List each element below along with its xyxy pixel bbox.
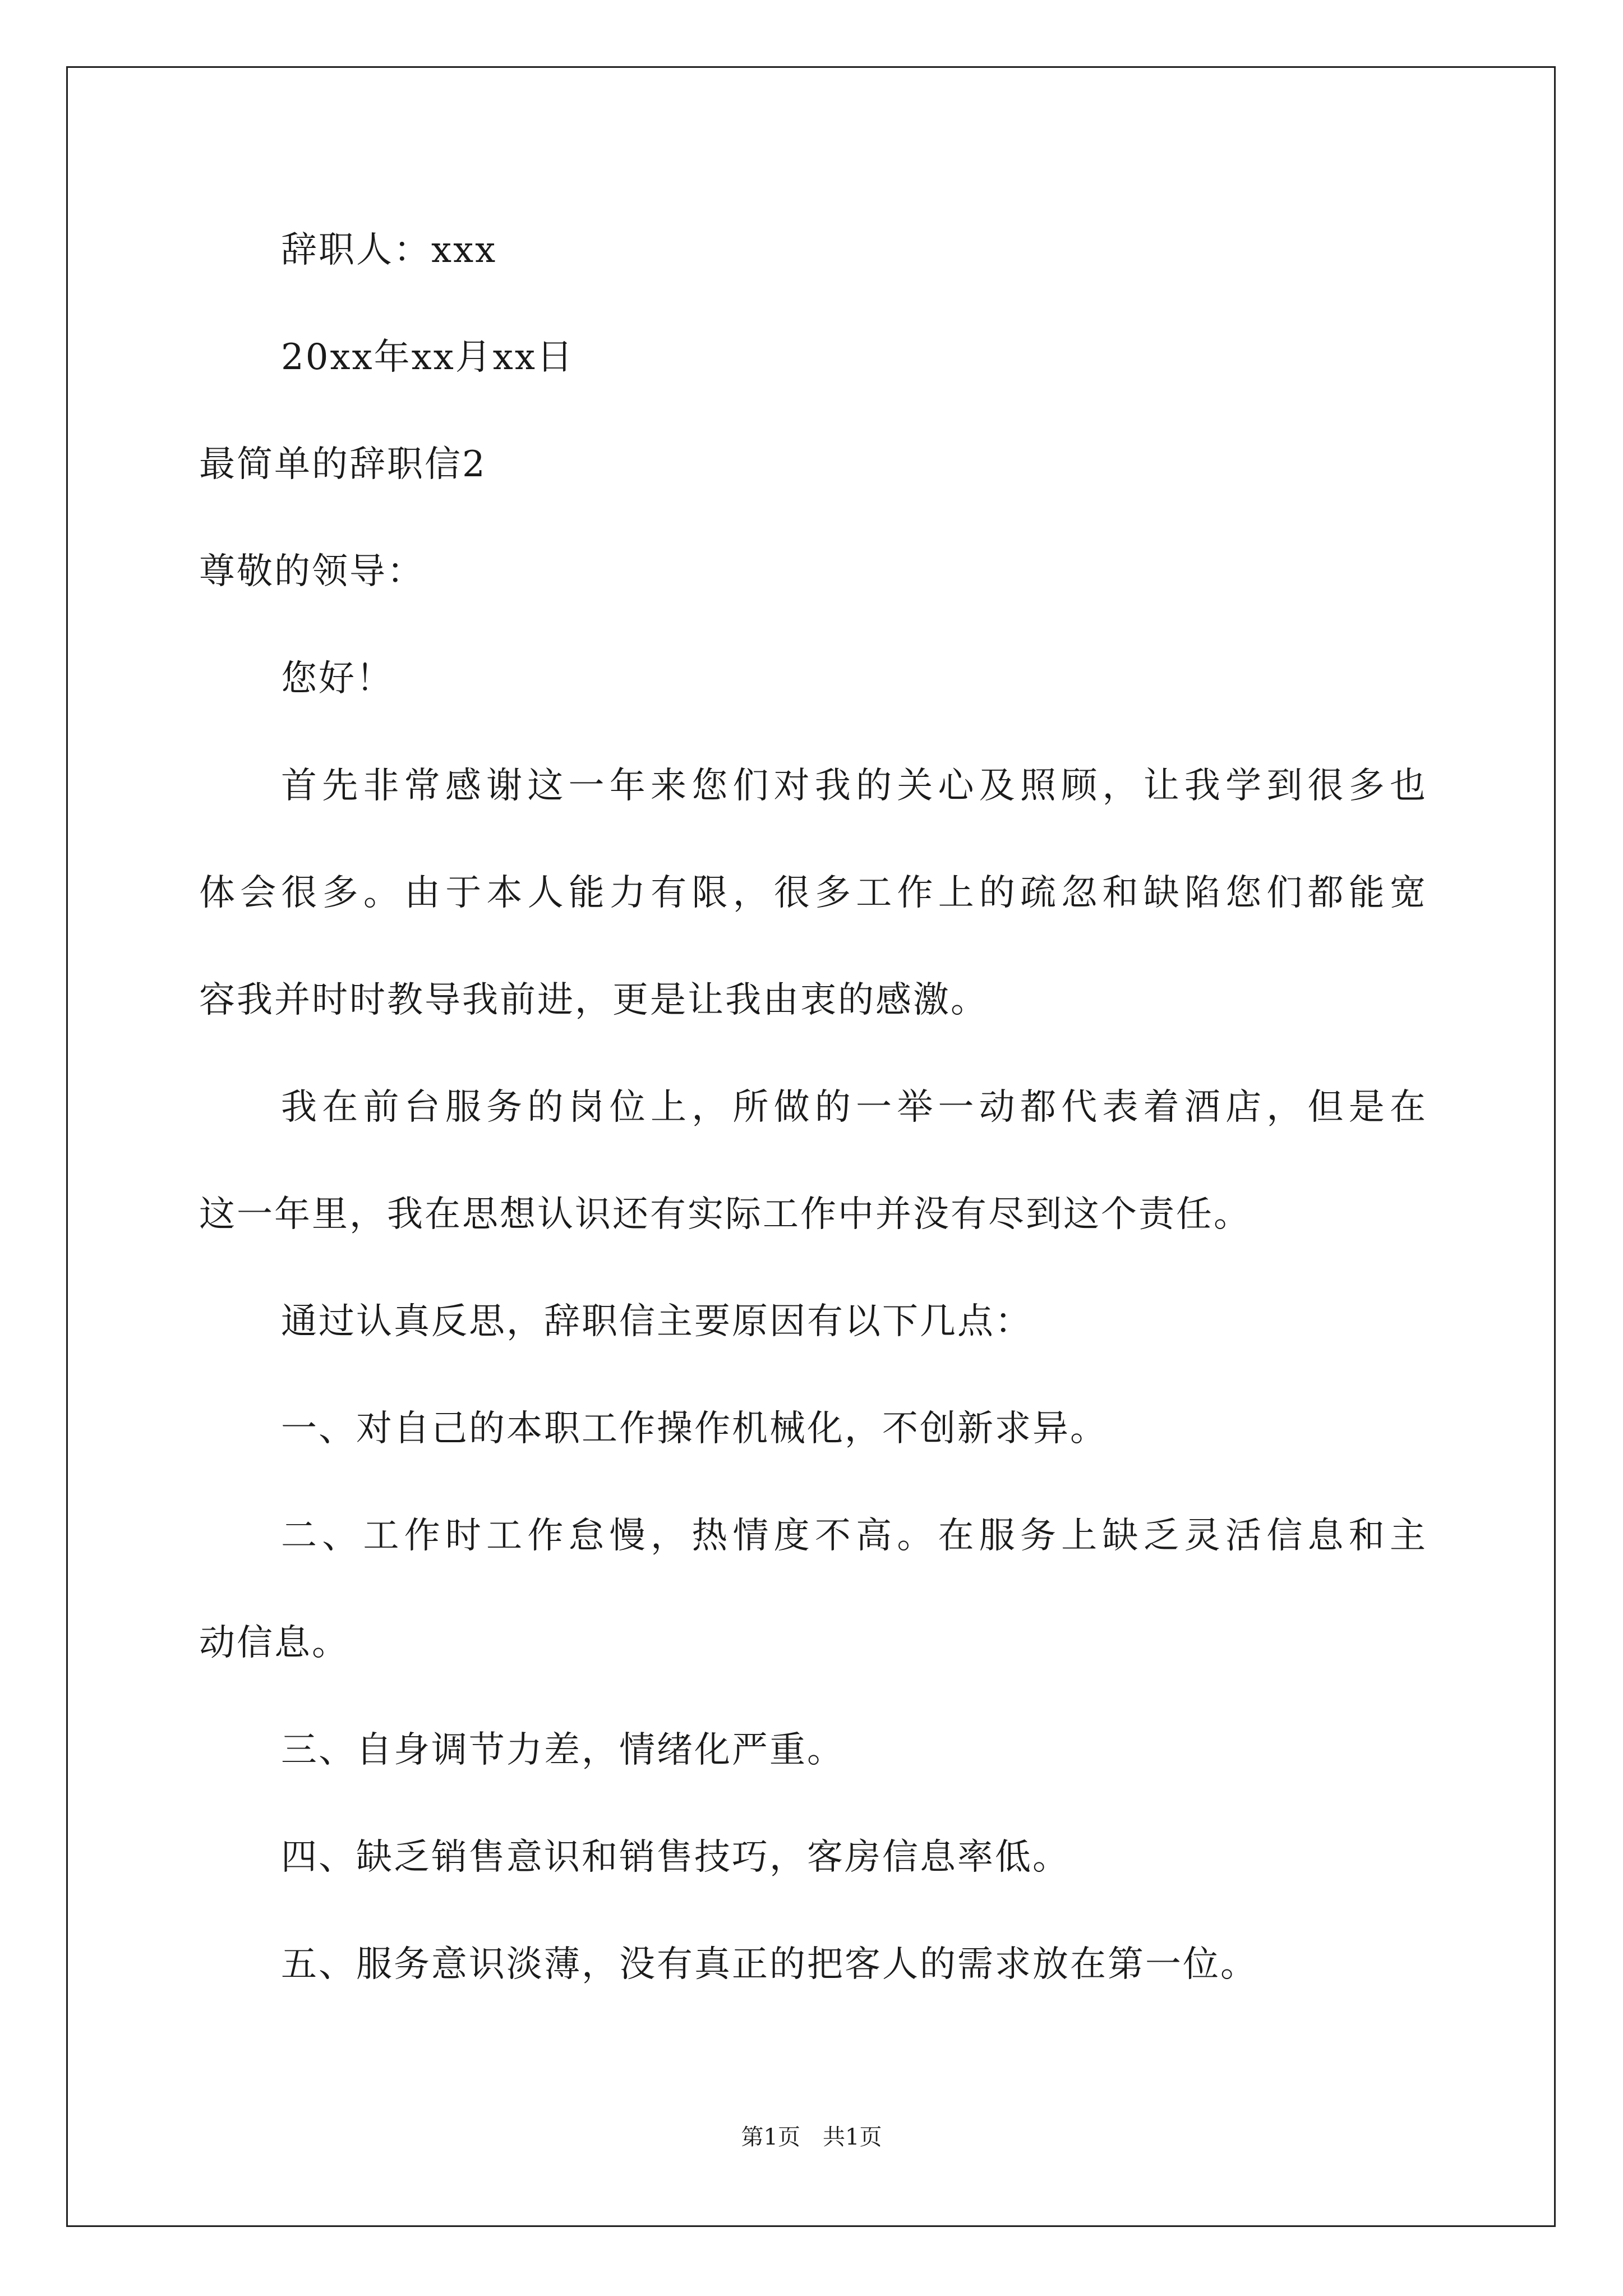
list-item-4: 四、缺乏销售意识和销售技巧，客房信息率低。 <box>281 1837 1070 1878</box>
letter-title: 最简单的辞职信2 <box>199 444 487 485</box>
salutation: 尊敬的领导： <box>199 551 425 592</box>
date-line: 20xx年xx月xx日 <box>281 337 574 378</box>
list-item-1: 一、对自己的本职工作操作机械化，不创新求异。 <box>281 1408 1108 1450</box>
paragraph-1-line-3: 容我并时时教导我前进，更是让我由衷的感激。 <box>199 979 988 1021</box>
paragraph-1-line-1: 首先非常感谢这一年来您们对我的关心及照顾，让我学到很多也 <box>281 765 1427 807</box>
page-number-footer: 第1页 共1页 <box>741 2124 882 2150</box>
paragraph-1-line-2: 体会很多。由于本人能力有限，很多工作上的疏忽和缺陷您们都能宽 <box>199 872 1427 914</box>
paragraph-2-line-2: 这一年里，我在思想认识还有实际工作中并没有尽到这个责任。 <box>199 1194 1251 1235</box>
list-item-3: 三、自身调节力差，情绪化严重。 <box>281 1729 845 1771</box>
signature-line: 辞职人：xxx <box>281 229 497 271</box>
list-item-2-line-2: 动信息。 <box>199 1622 349 1664</box>
paragraph-2-line-1: 我在前台服务的岗位上，所做的一举一动都代表着酒店，但是在 <box>281 1087 1427 1128</box>
list-item-5: 五、服务意识淡薄，没有真正的把客人的需求放在第一位。 <box>281 1944 1258 1985</box>
page-border <box>66 66 1556 2227</box>
paragraph-3: 通过认真反思，辞职信主要原因有以下几点： <box>281 1301 1032 1342</box>
list-item-2-line-1: 二、工作时工作怠慢，热情度不高。在服务上缺乏灵活信息和主 <box>281 1515 1427 1557</box>
greeting: 您好！ <box>281 658 394 700</box>
